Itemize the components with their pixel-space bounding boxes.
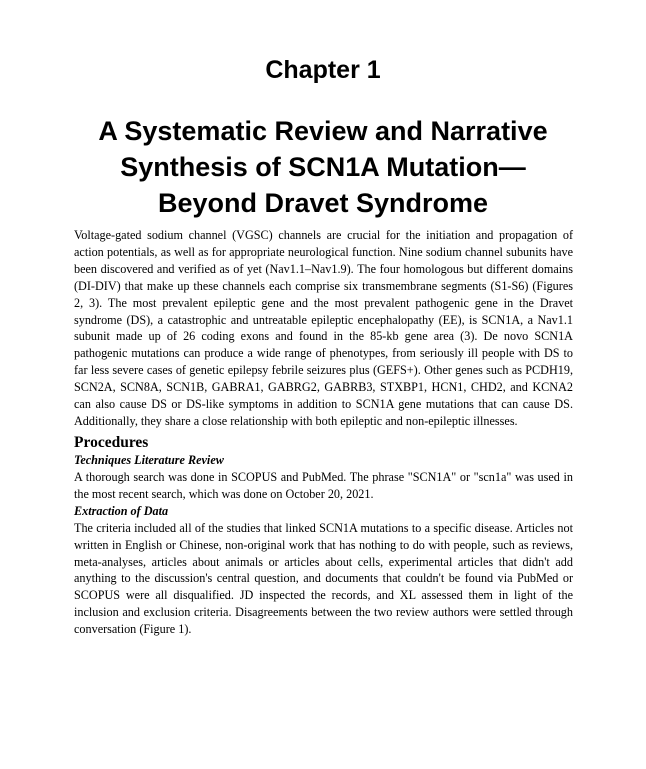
chapter-title [0,113,646,221]
chapter-title-line-1: A Systematic Review and Narrative [98,116,548,146]
data-extraction-paragraph: The criteria included all of the studies that linked SCN1A mutations to a specific disease. Articles not written in English or Chinese, non-original work that has nothing to do with people, such as reviews, meta-analyses, articles about animals or articles about cells, experimental articles that didn't add anything to the discussion's central question, and documents that couldn't be found via PubMed or SCOPUS were all disqualified. JD inspected the records, and XL assessed them in light of the inclusion and exclusion criteria. Disagreements between the two review authors were settled through conversation (Figure 1). [74,520,573,637]
intro-paragraph: Voltage-gated sodium channel (VGSC) channels are crucial for the initiation and propagation of action potentials, as well as for appropriate neurological function. Nine sodium channel subunits have been discovered and verified as of yet (Nav1.1–Nav1.9). The four homologous but different domains (DI-DIV) that make up these channels each comprise six transmembrane segments (S1-S6) (Figures 2, 3). The most prevalent epileptic gene and the most prevalent pathogenic gene in the Dravet syndrome (DS), a catastrophic and untreatable epileptic encephalopathy (EE), is SCN1A, a Nav1.1 subunit made up of 26 coding exons and found in the 85-kb gene area (3). De novo SCN1A pathogenic mutations can produce a wide range of phenotypes, from seriously ill people with DS to far less severe cases of genetic epilepsy febrile seizures plus (GEFS+). Other genes such as PCDH19, SCN2A, SCN8A, SCN1B, GABRA1, GABRG2, GABRB3, STXBP1, HCN1, CHD2, and KCNA2 can also cause DS or DS-like symptoms in addition to SCN1A gene mutations that can cause DS. Additionally, they share a close relationship with both epileptic and non-epileptic illnesses. [74,228,573,428]
literature-review-heading: Techniques Literature Review [74,452,224,467]
chapter-label: Chapter 1 [265,56,381,84]
chapter-title-line-3: Beyond Dravet Syndrome [157,188,489,218]
data-extraction-heading: Extraction of Data [74,503,169,518]
chapter-title-line-2: Synthesis of SCN1A Mutation— [120,152,526,182]
procedures-heading: Procedures [74,433,149,451]
literature-review-paragraph: A thorough search was done in SCOPUS and PubMed. The phrase "SCN1A" or "scn1a" was used in the most recent search, which was done on October 20, 2021. [74,469,573,501]
body-text [74,227,573,638]
